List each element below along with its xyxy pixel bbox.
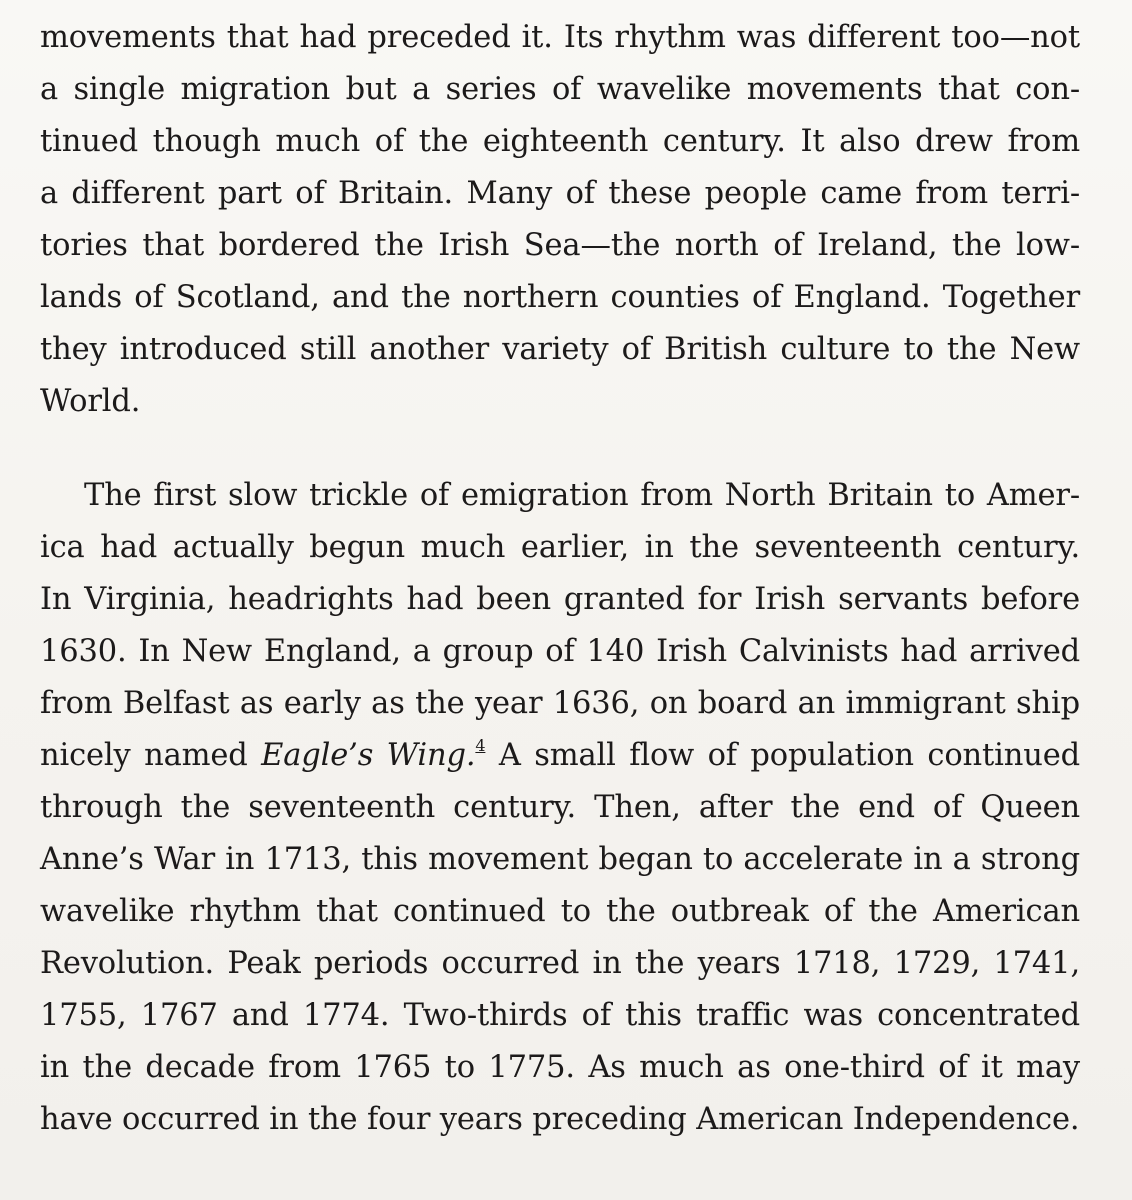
text-line: in the decade from 1765 to 1775. As much as one-third of it may bbox=[40, 1050, 1080, 1085]
text-line: a different part of Britain. Many of these people came from terri- bbox=[40, 176, 1080, 211]
text-segment: nicely named bbox=[40, 738, 262, 773]
text-line: World. bbox=[40, 384, 141, 419]
text-line: from Belfast as early as the year 1636, on board an immigrant ship bbox=[40, 686, 1080, 721]
text-line: In Virginia, headrights had been granted for Irish servants before bbox=[40, 582, 1080, 617]
text-line: The first slow trickle of emigration from North Britain to Amer- bbox=[84, 478, 1080, 513]
ship-name: Eagle’s Wing. bbox=[261, 738, 476, 773]
text-line: a single migration but a series of wavelike movements that con- bbox=[40, 72, 1080, 107]
text-line: Anne’s War in 1713, this movement began to accelerate in a strong bbox=[40, 842, 1080, 877]
text-line: 1755, 1767 and 1774. Two-thirds of this traffic was concentrated bbox=[40, 998, 1080, 1033]
text-line: wavelike rhythm that continued to the outbreak of the American bbox=[40, 894, 1080, 929]
text-line bbox=[40, 730, 1080, 782]
text-line: have occurred in the four years preceding American Independence. bbox=[40, 1102, 1080, 1137]
text-line: Revolution. Peak periods occurred in the years 1718, 1729, 1741, bbox=[40, 946, 1080, 981]
text-line: lands of Scotland, and the northern counties of England. Together bbox=[40, 280, 1080, 315]
text-line: they introduced still another variety of British culture to the New bbox=[40, 332, 1080, 367]
footnote-reference[interactable]: 4 bbox=[475, 736, 486, 755]
text-line: 1630. In New England, a group of 140 Irish Calvinists had arrived bbox=[40, 634, 1080, 669]
text-line: movements that had preceded it. Its rhythm was different too—not bbox=[40, 20, 1080, 55]
text-line: through the seventeenth century. Then, after the end of Queen bbox=[40, 790, 1080, 825]
text-line: ica had actually begun much earlier, in the seventeenth century. bbox=[40, 530, 1080, 565]
text-line: tinued though much of the eighteenth century. It also drew from bbox=[40, 124, 1080, 159]
text-line: tories that bordered the Irish Sea—the north of Ireland, the low- bbox=[40, 228, 1080, 263]
text-segment: A small flow of population continued bbox=[485, 738, 1081, 773]
